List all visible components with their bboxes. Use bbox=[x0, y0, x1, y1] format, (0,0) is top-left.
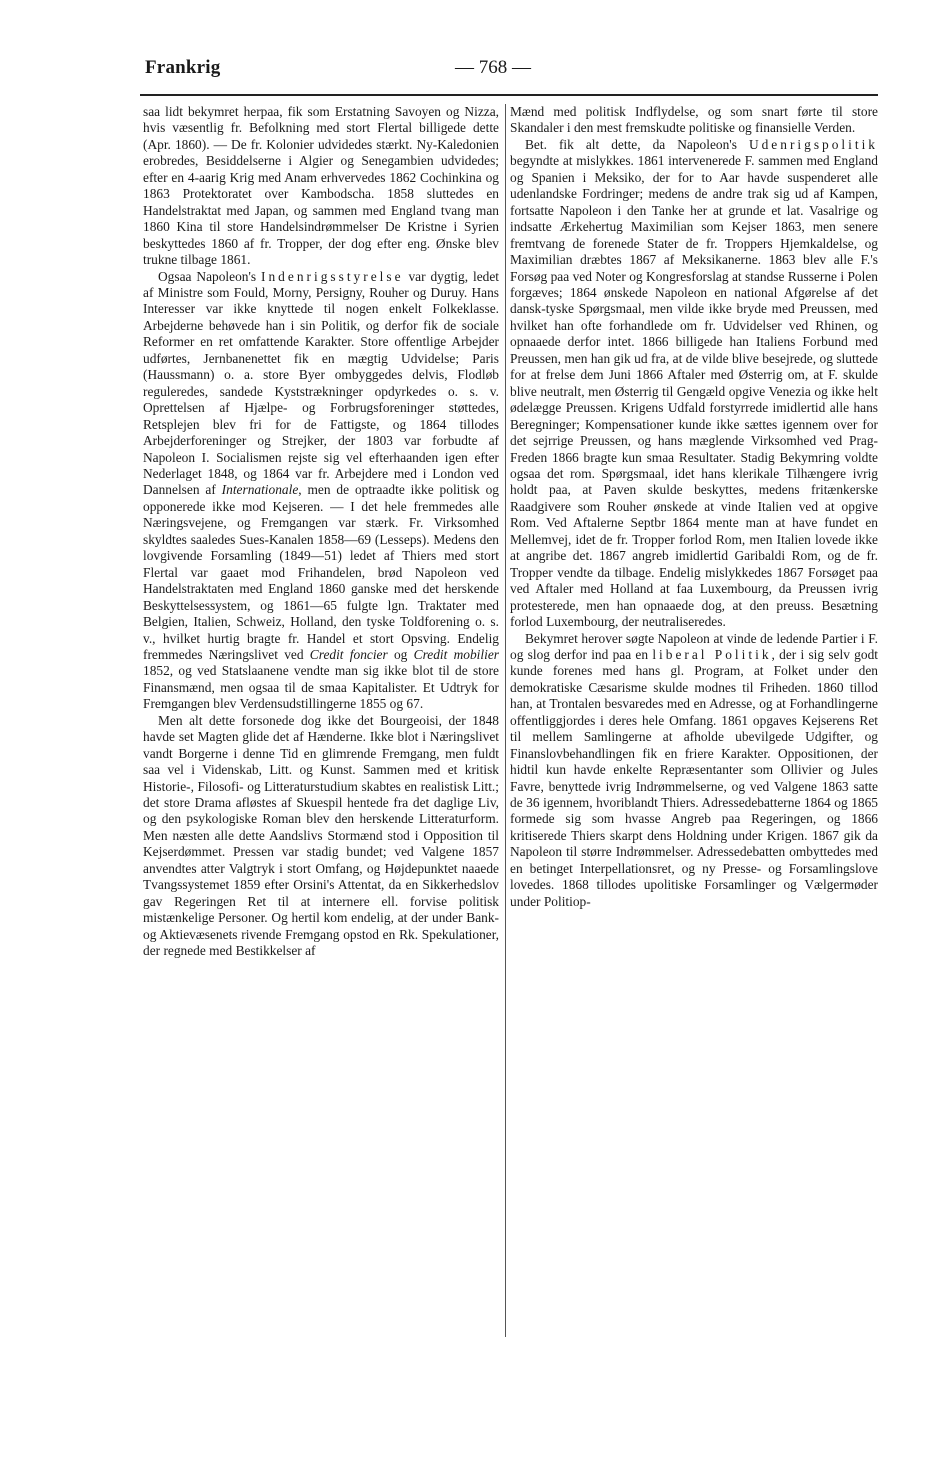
text-run: Ogsaa Napoleon's bbox=[158, 268, 262, 284]
italic-term: Internationale bbox=[221, 482, 299, 498]
spaced-heading: Udenrigspolitik bbox=[748, 136, 878, 152]
page-header bbox=[145, 57, 878, 89]
text-run: Bet. fik alt dette, da Napoleon's bbox=[525, 136, 749, 152]
paragraph: Men alt dette forsonede dog ikke det Bourgeoisi, der 1848 havde set Magten glide det af Hænderne. Ikke blot i Næringslivet vandt Borgerne i denne Tid en glimrende Fremgang, men fuldt saa vel i Videnskab, Litt. og Kunst. Sammen med et kritisk Historie-, Filosofi- og Litteraturstudium skabtes en realistisk Litt.; det store Drama afløstes af Skuespil hentede fra det daglige Liv, og den psykologiske Roman blev den herskende Litteraturform. Men næsten alle dette Aandslivs Stormænd stod i Opposition til Kejserdømmet. Pressen var stadig bundet; ved Valgene 1857 anvendtes atter Valgtryk i stort Omfang, og Højdepunktet naaede Tvangssystemet 1859 efter Orsini's Attentat, da en Sikkerhedslov gav Regeringen Ret til at internere ell. forvise politisk mistænkelige Personer. Og hertil kom endelig, at der under Bank- og Aktievæsenets rivende Fremgang opstod en Rk. Spekulationer, der regnede med Bestikkelser af bbox=[143, 712, 499, 959]
text-run: begyndte at mislykkes. 1861 intervenerede F. sammen med England og Spanien i Meksiko, der for to Aar havde suspenderet alle udenlandske Fordringer; medens de andre trak sig ud af Kampen, fortsatte Napoleon i den Tanke her at grunde et lat. Vasalrige og indsatte Ærkehertug Maximilian som Kejser 1863, men senere fremtvang de forenede Stater de fr. Troppers Hjemkaldelse, og Maximilian dræbtes 1867 af Meksikanerne. 1863 blev alle F.'s Forsøg paa ved Noter og Kongresforslag at standse Russerne i Polen forgæves; 1864 ønskede Napoleon en national Afgørelse af det dansk-tyske Spørgsmaal, men vilde ikke bryde med Preussen, med hvilket han ofte forhandlede om fr. Udvidelser ved Rhinen, og opnaaede derfor intet. 1866 billigede han Italiens Forbund med Preussen, men han gik ud fra, at de vilde blive besejrede, og sluttede for at frelse dem Juni 1866 Aftaler med Østerrig om, at F. skulde blive neutralt, men Østerrig til Gengæld opgive Venezia og ikke helt ødelægge Preussen. Krigens Udfald forstyrrede imidlertid alle hans Beregninger; Kompensationer kunde ikke sættes igennem over for det sejrrige Preussen, og hans mæglende Virksomhed ved Prag-Freden 1866 bragte kun smaa Resultater. Stadig Bekymring voldte ogsaa det rom. Spørgsmaal, idet hans klerikale Tilhængere ivrig holdt paa, at Paven skulde beskyttes, medens fritænkerske Raadgivere som Rouher ønskede at vinde Italien ved at opgive Rom. Ved Aftalerne Septbr 1864 mente man at have fundet en Mellemvej, idet de fr. Tropper forlod Rom, men Italien lovede ikke at angribe det. 1867 angreb imidlertid Garibaldi Rom, og de fr. Tropper vendte da tilbage. Endelig mislykkedes 1867 Forsøget paa ved Aftaler med Holland at faa Luxembourg, da Preussen ivrig protesterede, men han opnaaede dog, at den preuss. Besætning forlod Luxembourg, der neutraliseredes. bbox=[510, 153, 878, 630]
right-column bbox=[510, 104, 878, 910]
paragraph: Mænd med politisk Indflydelse, og som snart førte til store Skandaler i den mest fremskudte politiske og finansielle Verden. bbox=[510, 104, 878, 136]
column-divider bbox=[505, 104, 506, 1337]
paragraph bbox=[143, 269, 499, 713]
running-head-title: Frankrig bbox=[145, 57, 221, 78]
paragraph bbox=[510, 631, 878, 911]
paragraph: saa lidt bekymret herpaa, fik som Erstatning Savoyen og Nizza, hvis væsentlig fr. Befolkning med stort Flertal billigede dette (Apr. 1860). — De fr. Kolonier udvidedes stærkt. Ny-Kaledonien erobredes, Besiddelserne i Algier og Senegambien udvidedes; efter en 4-aarig Krig med Anam erhvervedes 1862 Cochinkina og 1863 Protektoratet over Kambodscha. 1858 sluttedes en Handelstraktat med Japan, og sammen med England tvang man 1860 Kina til store Handelsindrømmelser De Kristne i Syrien beskyttedes 1860 af fr. Tropper, der dog efter eng. Ønske blev trukne tilbage 1861. bbox=[143, 104, 499, 268]
paragraph bbox=[510, 137, 878, 631]
text-run: Bekymret herover søgte Napoleon at vinde de ledende Partier i F. og slog derfor ind paa en bbox=[510, 630, 878, 662]
left-column bbox=[143, 104, 499, 960]
text-run: og bbox=[387, 646, 414, 662]
spaced-heading: Indenrigsstyrelse bbox=[261, 268, 404, 284]
page-number: — 768 — bbox=[455, 57, 531, 78]
text-run: var dygtig, ledet af Ministre som Fould, Morny, Persigny, Rouher og Duruy. Hans Interesser var ikke knyttede til nogen enkelt Folkeklasse. Arbejderne behøvede han i sin Politik, og derfor fik de sociale Reformer en ret omfattende Karakter. Store offentlige Arbejder udførtes, Jernbanenettet fik en mægtig Udvidelse; Paris (Haussmann) o. a. store Byer ombyggedes delvis, Flodløb reguleredes, sandede Kyststrækninger opdyrkedes o. s. v. Oprettelsen af Hjælpe- og Forbrugsforeninger støttedes, Retsplejen blev fri for de Fattigste, og 1864 tillodes Arbejderforeninger og Strejker, der 1803 var forbudte af Napoleon I. Socialismen rejste sig vel efterhaanden igen efter Nederlaget 1848, og 1864 var fr. Arbejdere med i London ved Dannelsen af bbox=[143, 268, 500, 498]
italic-term: Credit mobilier bbox=[413, 646, 500, 662]
text-run: , der i sig selv godt kunde forenes med hans gl. Program, at Folket under den demokratiske Cæsarisme skulde modnes til Friheden. 1860 tillod han, at Trontalen besvaredes med en Adresse, og at Forhandlingerne offentliggjordes i deres hele Omfang. 1861 opgaves Kejserens Ret til mellem Samlingerne at afholde ubevilgede Udgifter, og Finanslovbehandlingen fik en friere Karakter. Oppositionen, der hidtil kun havde enkelte Repræsentanter som Ollivier og Jules Favre, benyttede ivrig Indrømmelserne, og ved Valgene 1863 satte de 36 igennem, hvoriblandt Thiers. Adressedebatterne 1864 og 1865 formede sig som hvasse Angreb paa Regeringen, og 1866 kritiserede Thiers skarpt dens Holdning under Krigen. 1867 gik da Napoleon til større Indrømmelser. Adressedebatten ombyttedes med en betinget Interpellationsret, og ny Presse- og Forsamlingslove lovedes. 1868 tillodes upolitiske Forsamlinger og Vælgermøder under Politiop- bbox=[510, 646, 878, 909]
header-rule bbox=[140, 94, 878, 96]
text-run: , men de optraadte ikke politisk og opponerede ikke mod Kejseren. — I det hele fremmedes alle Næringsvejene, og Fremgangen var stærk. Fr. Virksomhed skyldtes saaledes Sues-Kanalen 1858—69 (Lesseps). Medens den lovgivende Forsamling (1849—51) ledet af Thiers med stort Flertal var gaaet mod Frihandelen, brød Napoleon ved Handelstraktaten med England 1860 ganske med det herskende Beskyttelsessystem, og 1861—65 fulgte lgn. Traktater med Belgien, Italien, Schweiz, Holland, den tyske Toldforening o. s. v., hvilket hurtig bragte fr. Handel et stort Opsving. Endelig fremmedes Næringslivet ved bbox=[143, 482, 499, 662]
spaced-heading: liberal Politik bbox=[652, 646, 772, 662]
italic-term: Credit foncier bbox=[309, 646, 388, 662]
text-run: 1852, og ved Statslaanene vendte man sig ikke blot til de store Finansmænd, men ogsaa til de smaa Kapitalister. Et Udtryk for Fremgangen blev Verdensudstillingerne 1855 og 67. bbox=[143, 663, 499, 712]
